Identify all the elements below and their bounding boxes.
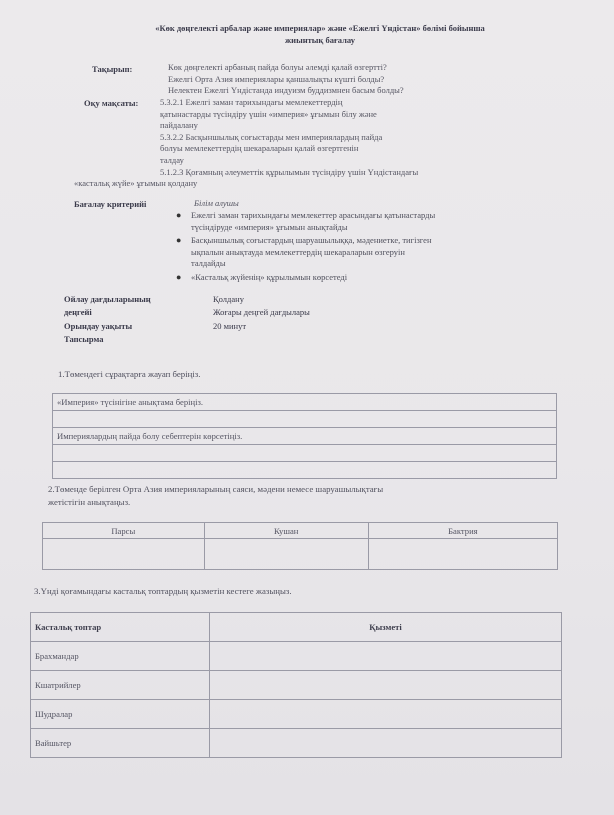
criteria-heading: Білім алушы xyxy=(194,198,239,208)
task1-answer-cell[interactable] xyxy=(53,445,557,462)
objective-line: пайдалану xyxy=(160,120,198,131)
column-header-caste-groups: Кастальқ топтар xyxy=(31,613,210,642)
caste-name: Кшатрийлер xyxy=(31,671,210,700)
criteria-item: ● Ежелгі заман тарихындағы мемлекеттер арасындағы қатынастарды түсіндіруде «империя» ұғымын анықтайды xyxy=(176,210,436,232)
criteria-item: ● Басқыншылық соғыстардың шаруашылыққа, мәдениетке, тигізген ықпалын анықтауда мемлекеттердің шекараларын өзгеруін талдайды xyxy=(176,235,432,269)
task1-answer-cell[interactable] xyxy=(53,411,557,428)
task2-prompt-line-2: жетістігін анықтаңыз. xyxy=(48,497,131,507)
caste-name: Брахмандар xyxy=(31,642,210,671)
answer-cell[interactable] xyxy=(210,642,562,671)
objective-line: қатынастарды түсіндіру үшін «империя» ұғымын білу және xyxy=(160,108,377,119)
thinking-skills-label: Ойлау дағдыларының xyxy=(64,294,151,304)
task2-table xyxy=(42,522,558,570)
answer-cell[interactable] xyxy=(210,700,562,729)
objective-line: болуы мемлекеттердің шекараларын қалай өзгертгенін xyxy=(160,143,359,154)
table-row xyxy=(43,539,558,570)
table-row xyxy=(31,729,562,758)
criteria-list xyxy=(176,210,435,286)
objective-line: 5.1.2.3 Қоғамның әлеуметтік құрылымын түсіндіру үшін Үндістандағы xyxy=(160,166,419,177)
table-header-row xyxy=(31,613,562,642)
topic-line: Ежелгі Орта Азия империялары қаншалықты күшті болды? xyxy=(168,73,385,84)
level-label: деңгейі xyxy=(64,307,92,317)
table-row xyxy=(53,445,557,462)
task3-table xyxy=(30,612,562,758)
objectives-text xyxy=(160,97,418,178)
tasks-label: Тапсырма xyxy=(64,334,104,344)
task1-question-2: Империялардың пайда болу себептерін көрсетіңіз. xyxy=(53,428,557,445)
objectives-label: Оқу мақсаты: xyxy=(84,98,139,108)
table-row xyxy=(53,411,557,428)
task1-prompt: 1.Төмендегі сұрақтарға жауап беріңіз. xyxy=(58,369,201,379)
caste-name: Шудралар xyxy=(31,700,210,729)
table-row xyxy=(53,462,557,479)
title-line-2: жиынтық бағалау xyxy=(285,35,355,45)
time-value: 20 минут xyxy=(213,321,247,331)
topic-line: Көк дөңгелекті арбаның пайда болуы әлемді қалай өзгертті? xyxy=(168,62,387,72)
bullet-icon: ● xyxy=(176,235,182,246)
table-row xyxy=(31,700,562,729)
task1-answer-cell[interactable] xyxy=(53,462,557,479)
time-label: Орындау уақыты xyxy=(64,321,133,331)
answer-cell[interactable] xyxy=(368,539,557,570)
table-row xyxy=(31,671,562,700)
table-header-row xyxy=(43,523,558,539)
answer-cell[interactable] xyxy=(210,671,562,700)
caste-name: Вайшьтер xyxy=(31,729,210,758)
criteria-label: Бағалау критерийі xyxy=(74,199,147,209)
table-row xyxy=(31,642,562,671)
level-value: Жоғары деңгей дағдылары xyxy=(213,307,310,317)
topic-line: Нелектен Ежелгі Үндістанда индуизм буддизмнен басым болды? xyxy=(168,85,404,96)
column-header-function: Қызметі xyxy=(210,613,562,642)
task2-prompt-line-1: 2.Төменде берілген Орта Азия империяларының саяси, мәдени немесе шаруашылықтағы xyxy=(48,484,384,494)
title-line-1: «Көк дөңгелекті арбалар және империялар» және «Ежелгі Үндістан» бөлімі бойынша xyxy=(155,23,485,33)
bullet-icon: ● xyxy=(176,210,182,220)
document-title xyxy=(70,22,570,46)
answer-cell[interactable] xyxy=(43,539,205,570)
task3-prompt: 3.Үнді қоғамындағы кастальқ топтардың қызметін кестеге жазыңыз. xyxy=(34,586,292,596)
objective-line: 5.3.2.1 Ежелгі заман тарихындағы мемлекеттердің xyxy=(160,97,343,107)
table-row xyxy=(53,428,557,445)
objective-line: 5.3.2.2 Басқыншылық соғыстарды мен империялардың пайда xyxy=(160,131,383,142)
table-row xyxy=(53,394,557,411)
thinking-skills-value: Қолдану xyxy=(213,294,244,304)
task1-question-1: «Империя» түсінігіне анықтама беріңіз. xyxy=(53,394,557,411)
objective-line: талдау xyxy=(160,154,184,165)
column-header-kushan: Кушан xyxy=(204,523,368,539)
objective-last-line: «кастальқ жүйе» ұғымын қолдану xyxy=(74,178,198,188)
bullet-icon: ● xyxy=(176,271,182,282)
column-header-bactria: Бактрия xyxy=(368,523,557,539)
topic-text xyxy=(168,62,404,97)
criteria-item: ● «Кастальқ жүйенің» құрылымын көрсетеді xyxy=(176,271,348,282)
answer-cell[interactable] xyxy=(210,729,562,758)
column-header-parsy: Парсы xyxy=(43,523,205,539)
answer-cell[interactable] xyxy=(204,539,368,570)
topic-label: Тақырып: xyxy=(92,64,133,74)
task1-table xyxy=(52,393,557,479)
